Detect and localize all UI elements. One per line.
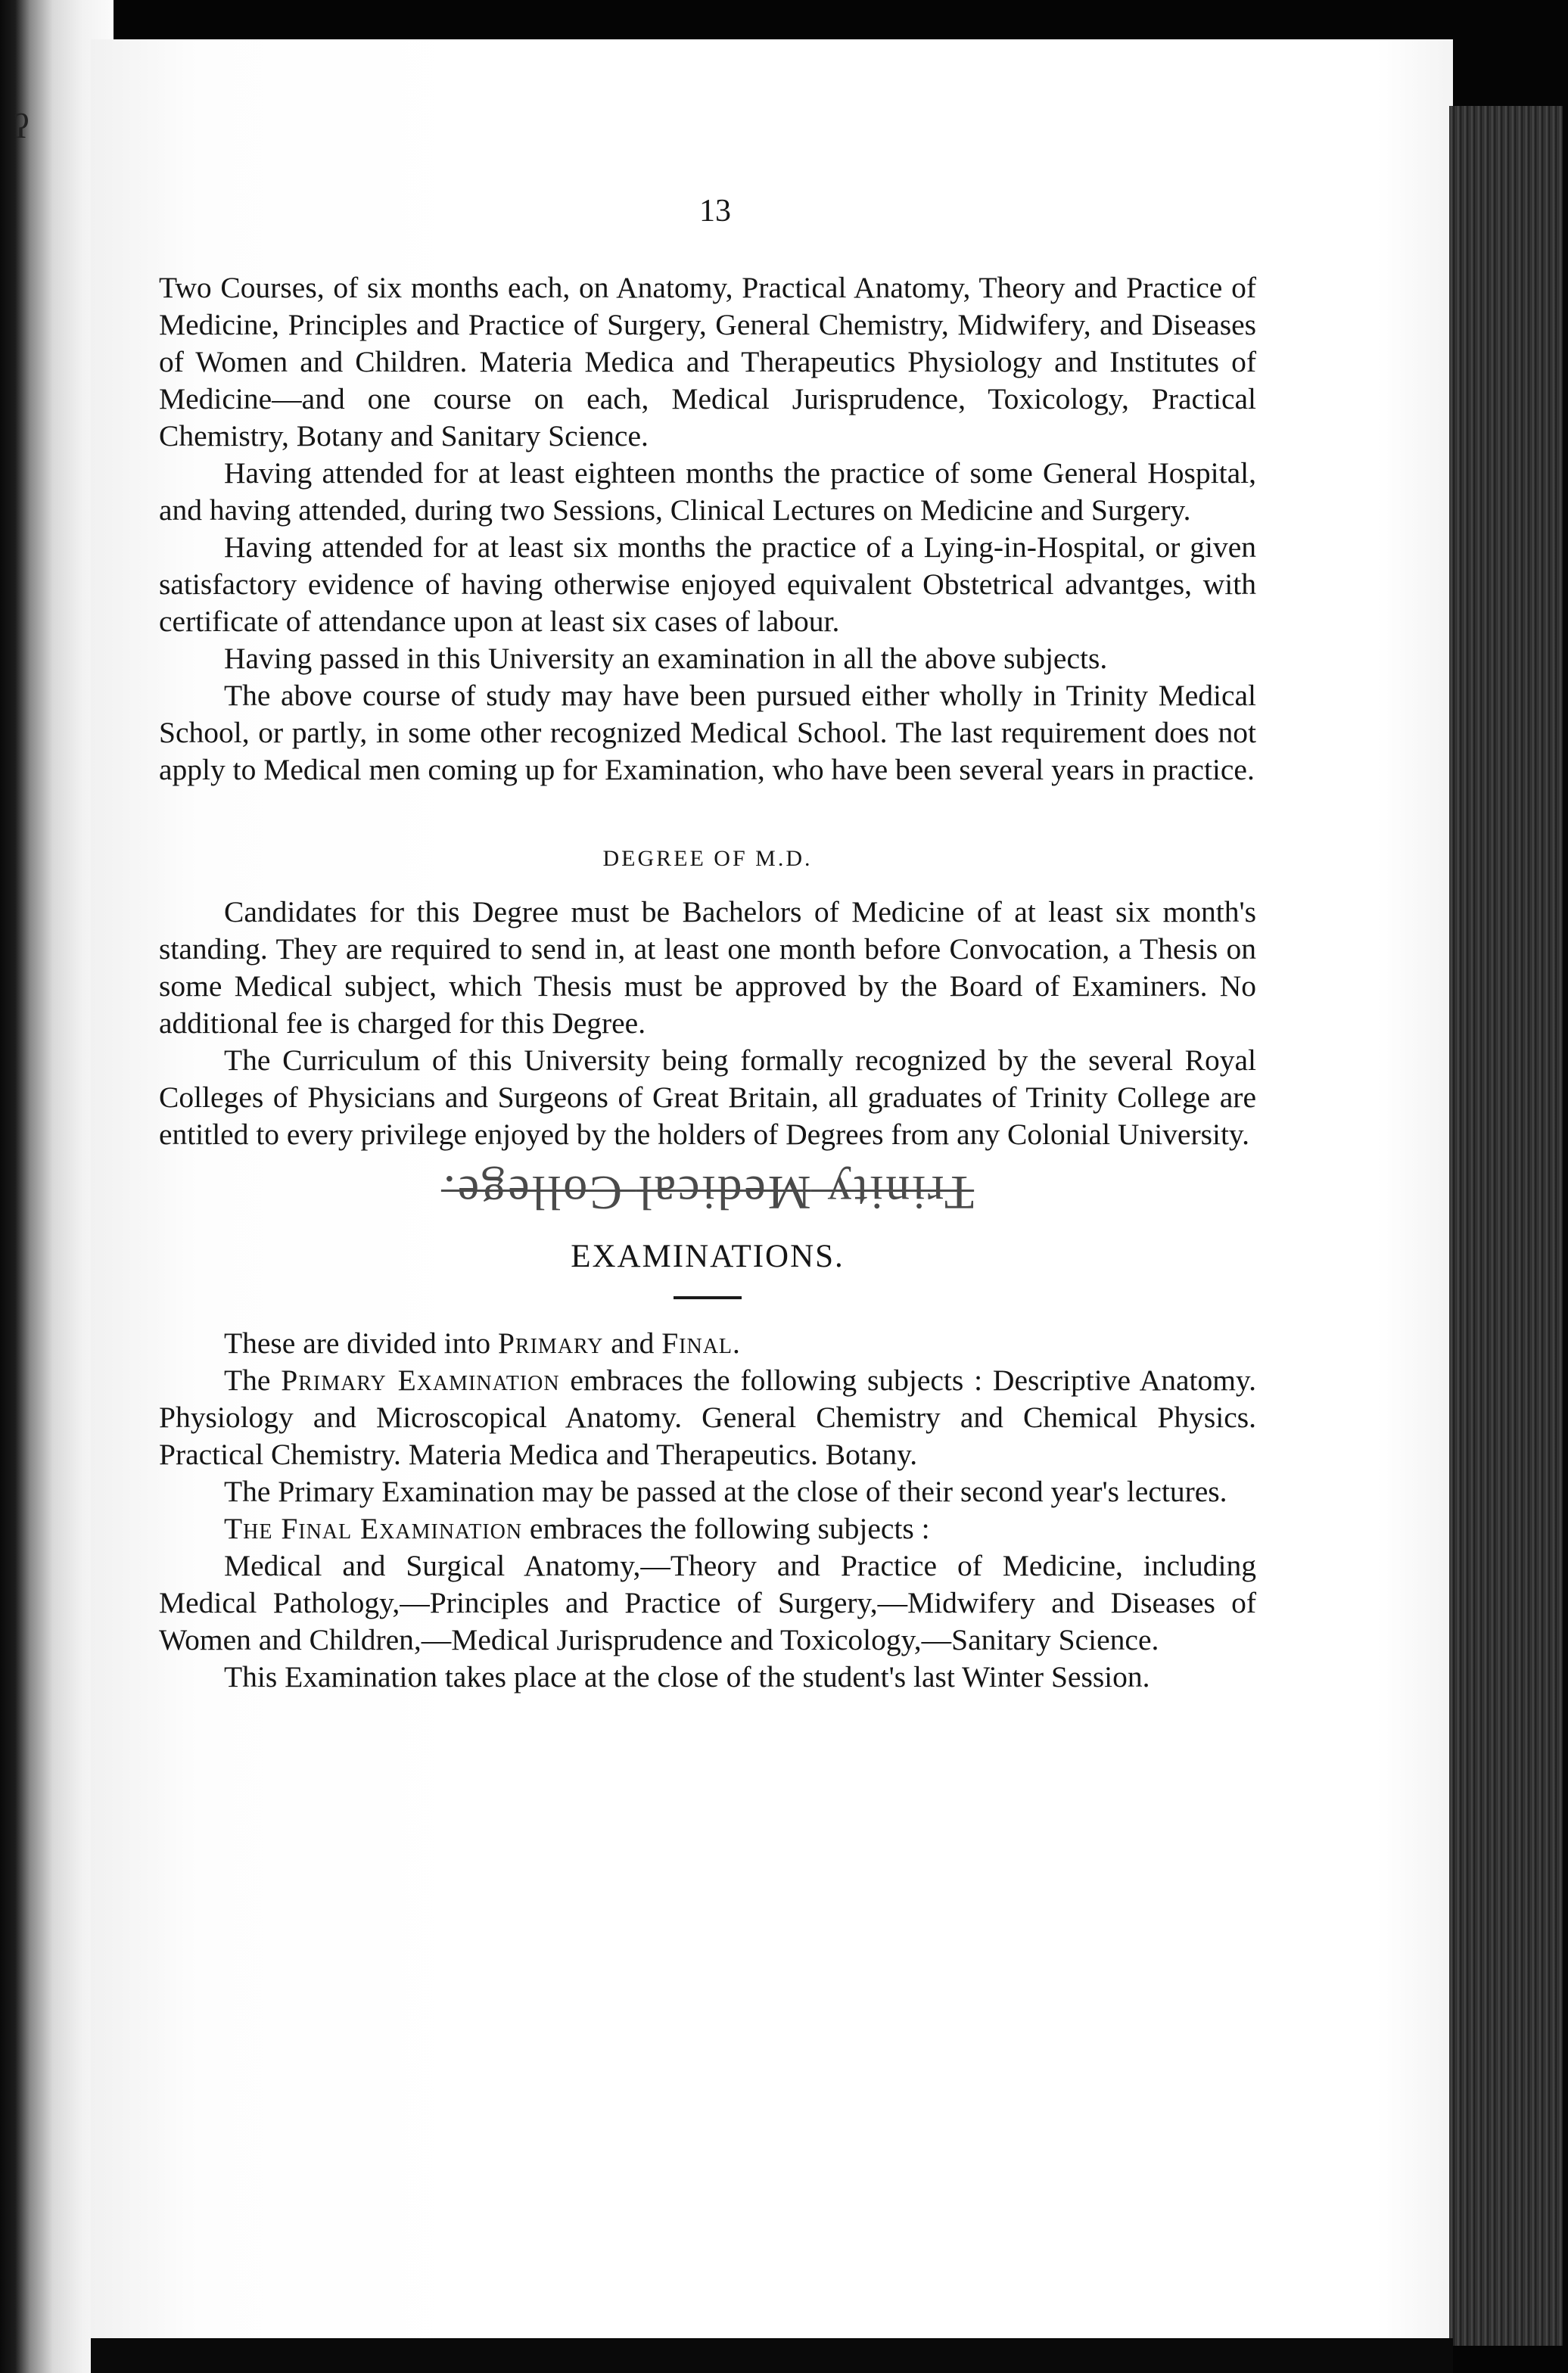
margin-mark: ʔ — [14, 107, 30, 145]
primary-the: The — [224, 1364, 282, 1397]
paragraph-final-timing: This Examination takes place at the close of the student's last Winter Session. — [224, 1660, 1150, 1693]
paragraph-md-curriculum: The Curriculum of this University being formally recognized by the several Royal Colleges of Physicians and Surgeons of Great Britain, all graduates of Trinity College are entitled to every privilege enjoyed by the holders of Degrees from any Colonial University. — [159, 1043, 1256, 1151]
stamp-text-a: Trinity — [810, 1166, 975, 1220]
paragraph-exam-intro — [159, 1325, 1256, 1362]
intro-primary: Primary — [497, 1326, 604, 1360]
paragraph-primary-timing: The Primary Examination may be passed at the close of their second year's lectures. — [224, 1475, 1227, 1508]
paragraph-course-study: The above course of study may have been pursued either wholly in Trinity Medical School, or partly, in some other recognized Medical School. The last requirement does not apply to Medical men coming up for Examination, who have been several years in practice. — [159, 679, 1256, 786]
intro-text: These are divided into — [224, 1326, 498, 1360]
paragraph-final-subjects: Medical and Surgical Anatomy,—Theory and Practice of Medicine, including Medical Pathology,—Principles and Practice of Surgery,—Midwifery and Diseases of Women and Children,—Medical Jurisprudence and Toxicology,—Sanitary Science. — [159, 1549, 1256, 1656]
intro-and: and — [603, 1326, 662, 1360]
paragraph-md-candidates: Candidates for this Degree must be Bachelors of Medicine of at least six month's standing. They are required to send in, at least one month before Convocation, a Thesis on some Medical subject, which Thesis must be approved by the Board of Examiners. No additional fee is charged for this Degree. — [159, 895, 1256, 1040]
primary-subjects-text: embraces the following subjects : Descriptive Anatomy. Physiology and Microscopical Anatomy. General Chemistry and Chemical Physics. Practical Chemistry. Materia Medica and Therapeutics. Botany. — [159, 1364, 1256, 1471]
heading-degree-md: DEGREE OF M.D. — [602, 846, 813, 871]
stamp-text-c: College. — [440, 1166, 636, 1220]
heading-examinations: EXAMINATIONS. — [571, 1239, 845, 1274]
intro-period: . — [733, 1326, 740, 1360]
page-edges — [1449, 106, 1563, 2346]
paragraph-lying-in: Having attended for at least six months the practice of a Lying-in-Hospital, or given satisfactory evidence of having otherwise enjoyed equivalent Obstetrical advantges, with certificate of attendance upon at least six cases of labour. — [159, 530, 1256, 638]
intro-final: Final — [661, 1326, 733, 1360]
paragraph-courses: Two Courses, of six months each, on Anatomy, Practical Anatomy, Theory and Practice of Medicine, Principles and Practice of Surgery, General Chemistry, Midwifery, and Diseases of Women and Children. Materia Medica and Therapeutics Physiology and Institutes of Medicine—and one course on each, Medical Jurisprudence, Toxicology, Practical Chemistry, Botany and Sanitary Science. — [159, 271, 1256, 453]
library-stamp — [159, 1164, 1256, 1220]
paragraph-hospital: Having attended for at least eighteen months the practice of some General Hospital, and having attended, during two Sessions, Clinical Lectures on Medicine and Surgery. — [159, 456, 1256, 527]
paragraph-primary-subjects — [159, 1362, 1256, 1473]
bottom-shadow — [91, 2338, 1453, 2373]
final-examination-label: The Final Examination — [224, 1512, 523, 1545]
paragraph-examination: Having passed in this University an examination in all the above subjects. — [224, 642, 1108, 675]
final-intro-text: embraces the following subjects : — [522, 1512, 930, 1545]
paragraph-final-intro — [159, 1510, 1256, 1547]
stamp-text-b: Medical — [636, 1166, 811, 1220]
divider-rule — [674, 1296, 742, 1299]
book-page — [159, 193, 1256, 1696]
primary-examination-label: Primary Examination — [281, 1364, 560, 1397]
page-number: 13 — [699, 194, 731, 229]
